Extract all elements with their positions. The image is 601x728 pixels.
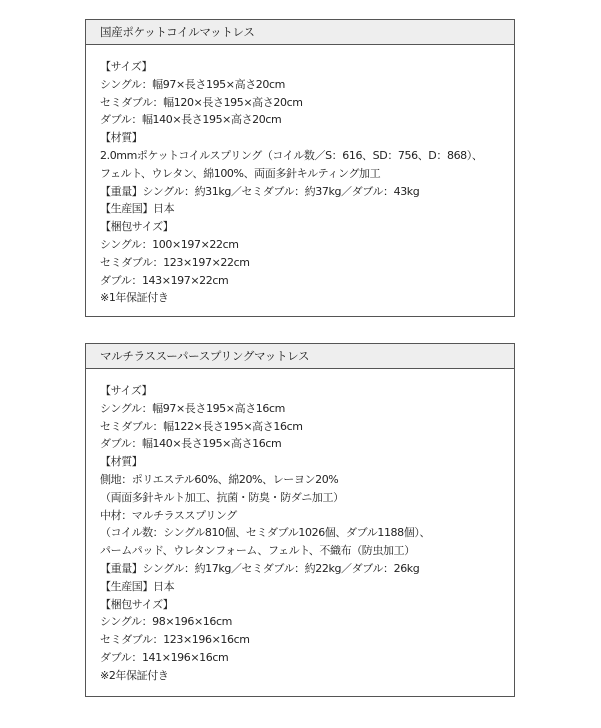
spec-heading-size: 【サイズ】 [100,384,153,397]
spec-weight: 【重量】シングル：約31kg／セミダブル：約37kg／ダブル：43kg [100,184,420,198]
spec-box-multi-spring [85,343,515,697]
spec-line: セミダブル：幅120×長さ195×高さ20cm [100,95,303,109]
spec-line: パームパッド、ウレタンフォーム、フェルト、不織布（防虫加工） [100,544,415,558]
spec-box-pocket-coil [85,19,515,317]
spec-heading-material: 【材質】 [100,131,143,145]
spec-line: ダブル：143×197×22cm [100,273,229,287]
spec-heading-material: 【材質】 [100,455,143,469]
spec-line: ダブル：幅140×長さ195×高さ20cm [100,113,282,127]
spec-heading-package: 【梱包サイズ】 [100,597,174,611]
spec-line: 中材：マルチラススプリング [100,508,237,522]
spec-origin: 【生産国】日本 [100,579,175,593]
spec-heading-package: 【梱包サイズ】 [100,220,174,234]
spec-origin: 【生産国】日本 [100,202,175,216]
spec-line: シングル：98×196×16cm [100,615,232,629]
spec-line: 2.0mmポケットコイルスプリング（コイル数／S：616、SD：756、D：868）、 [100,148,483,162]
spec-line: シングル：幅97×長さ195×高さ16cm [100,401,285,415]
spec-warranty: ※1年保証付き [100,291,169,305]
spec-line: ダブル：幅140×長さ195×高さ16cm [100,437,282,451]
spec-box-title: マルチラススーパースプリングマットレス [86,344,514,369]
spec-line: （コイル数：シングル810個、セミダブル1026個、ダブル1188個）、 [100,526,431,540]
spec-line: ダブル：141×196×16cm [100,650,229,664]
spec-line: セミダブル：123×196×16cm [100,633,250,647]
spec-warranty: ※2年保証付き [100,668,169,682]
spec-line: シングル：幅97×長さ195×高さ20cm [100,77,285,91]
spec-line: シングル：100×197×22cm [100,237,239,251]
spec-line: 側地：ポリエステル60%、綿20%、レーヨン20% [100,472,339,486]
spec-box-body [86,45,514,307]
spec-line: （両面多針キルト加工、抗菌・防臭・防ダニ加工） [100,490,344,504]
spec-heading-size: 【サイズ】 [100,60,153,73]
spec-line: セミダブル：123×197×22cm [100,255,250,269]
spec-line: フェルト、ウレタン、綿100%、両面多針キルティング加工 [100,166,381,180]
spec-box-body [86,369,514,685]
spec-box-title: 国産ポケットコイルマットレス [86,20,514,45]
spec-weight: 【重量】シングル：約17kg／セミダブル：約22kg／ダブル：26kg [100,561,420,575]
spec-line: セミダブル：幅122×長さ195×高さ16cm [100,419,303,433]
